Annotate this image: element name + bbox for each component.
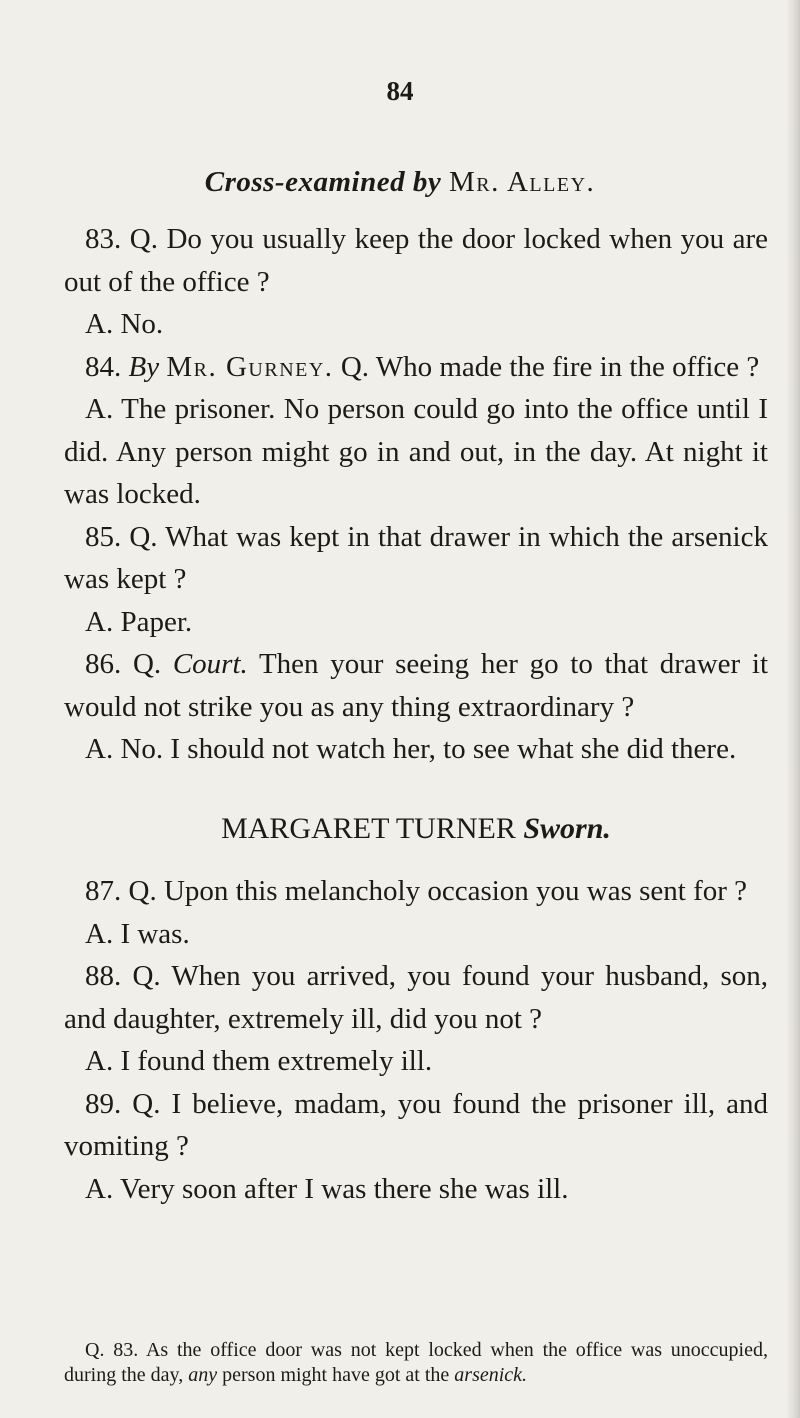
answer-label: A. <box>85 1172 114 1205</box>
question-number: 89. Q. <box>85 1087 161 1120</box>
question-text: When you arrived, you found your husband, son, and daughter, extremely ill, did you not ? <box>64 960 768 1035</box>
question-text: Then your seeing her go to that drawer it would not strike you as any thing extraordinary ? <box>64 648 769 723</box>
examiner-counsel: Mr. Gurney. <box>166 350 334 383</box>
footnote-rest: person might have got at the <box>222 1364 450 1386</box>
question-text: Upon this melancholy occasion you was sent for ? <box>163 875 748 907</box>
question-text: Do you usually keep the door locked when you are out of the office ? <box>64 223 768 298</box>
question-83 <box>64 218 768 303</box>
answer-88 <box>64 1040 768 1083</box>
question-number: 83. Q. <box>85 223 158 255</box>
witness-sworn: Sworn. <box>523 811 611 845</box>
page-edge-shadow <box>786 0 800 1418</box>
answer-label: A. <box>85 393 114 425</box>
answer-label: A. <box>85 917 114 950</box>
court-label: Court. <box>172 648 248 680</box>
footnote-emphasis: any <box>188 1364 218 1386</box>
question-text: Who made the fire in the office ? <box>375 350 760 383</box>
heading-lead: Cross-examined by <box>204 166 442 198</box>
answer-text: No. <box>120 308 164 340</box>
page-number: 84 <box>386 76 414 106</box>
testimony-body <box>64 218 768 1210</box>
question-number: 86. Q. <box>85 648 162 680</box>
question-text: What was kept in that drawer in which the arsenick was kept ? <box>64 520 768 595</box>
heading-counsel: Mr. Alley. <box>448 166 596 198</box>
question-number: 84. <box>85 350 122 383</box>
question-number: 87. Q. <box>85 875 157 907</box>
answer-text: No. I should not watch her, to see what she did there. <box>120 733 737 765</box>
answer-text: Paper. <box>120 605 193 638</box>
answer-86 <box>64 728 768 771</box>
question-88 <box>64 955 768 1040</box>
question-89 <box>64 1083 768 1168</box>
answer-84 <box>64 388 768 516</box>
footnote <box>64 1338 768 1388</box>
answer-label: A. <box>85 308 114 340</box>
witness-heading <box>64 808 768 851</box>
answer-89 <box>64 1168 768 1211</box>
answer-87 <box>64 913 768 956</box>
question-label: Q. <box>340 350 370 383</box>
question-87 <box>64 870 768 913</box>
question-number: 85. Q. <box>85 520 158 553</box>
answer-text: I found them extremely ill. <box>120 1045 433 1077</box>
answer-label: A. <box>85 1045 114 1077</box>
answer-label: A. <box>85 605 114 638</box>
answer-85 <box>64 601 768 644</box>
answer-text: I was. <box>120 917 190 950</box>
witness-name: MARGARET TURNER <box>221 811 516 845</box>
section-heading <box>0 166 800 199</box>
answer-text: Very soon after I was there she was ill. <box>119 1172 569 1205</box>
question-text: I believe, madam, you found the prisoner ill, and vomiting ? <box>64 1087 768 1162</box>
question-85 <box>64 516 768 601</box>
answer-label: A. <box>85 733 114 765</box>
footnote-arsenick: arsenick. <box>454 1364 528 1386</box>
footnote-text <box>64 1338 768 1388</box>
footnote-lead: Q. 83. As the office door was not kept locked when the office was unoccupied, during the day, <box>64 1339 768 1386</box>
answer-83 <box>64 303 768 346</box>
question-86 <box>64 643 768 728</box>
question-number: 88. Q. <box>85 960 161 992</box>
examiner-lead: By <box>128 350 160 383</box>
answer-text: The prisoner. No person could go into the office until I did. Any person might go in and out, in the day. At night it was locked. <box>64 393 768 510</box>
question-84 <box>64 346 768 389</box>
